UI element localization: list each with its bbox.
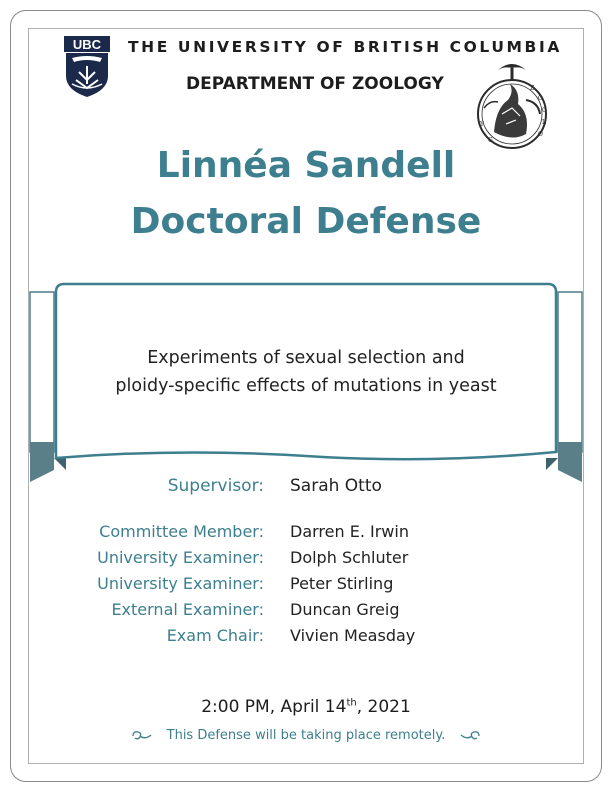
supervisor-name: Sarah Otto bbox=[290, 476, 382, 496]
university-examiner-name-2: Peter Stirling bbox=[290, 574, 394, 593]
external-examiner-role: External Examiner: bbox=[111, 600, 264, 619]
committee-member-name: Darren E. Irwin bbox=[290, 522, 409, 541]
event-datetime bbox=[0, 697, 612, 717]
exam-chair-role: Exam Chair: bbox=[166, 626, 264, 645]
candidate-name: Linnéa Sandell bbox=[156, 145, 456, 186]
event-date: April 14 bbox=[280, 697, 347, 717]
university-name: THE UNIVERSITY OF BRITISH COLUMBIA bbox=[128, 38, 562, 56]
university-examiner-role-2: University Examiner: bbox=[97, 574, 264, 593]
svg-text:O: O bbox=[542, 107, 547, 114]
event-title: Doctoral Defense bbox=[130, 201, 482, 242]
university-examiner-role-1: University Examiner: bbox=[97, 548, 264, 567]
event-year: , 2021 bbox=[356, 697, 411, 717]
svg-text:O: O bbox=[538, 95, 543, 102]
supervisor-role: Supervisor: bbox=[167, 476, 264, 496]
event-date-suffix: th bbox=[346, 697, 357, 709]
svg-text:G: G bbox=[488, 137, 493, 144]
committee-member-role: Committee Member: bbox=[99, 522, 264, 541]
svg-text:L: L bbox=[542, 119, 546, 126]
thesis-line-1: Experiments of sexual selection and bbox=[147, 348, 465, 368]
external-examiner-name: Duncan Greig bbox=[290, 600, 400, 619]
flourish-left-icon bbox=[131, 730, 153, 742]
event-time: 2:00 PM, bbox=[201, 697, 276, 717]
thesis-line-2: ploidy-specific effects of mutations in yeast bbox=[115, 376, 497, 396]
svg-text:O: O bbox=[538, 131, 543, 138]
exam-chair-name: Vivien Measday bbox=[290, 626, 416, 645]
svg-text:UBC: UBC bbox=[72, 37, 102, 52]
zoology-seal bbox=[468, 56, 556, 156]
university-examiner-name-1: Dolph Schluter bbox=[290, 548, 409, 567]
ubc-logo bbox=[64, 36, 110, 98]
department-name: DEPARTMENT OF ZOOLOGY bbox=[186, 74, 444, 94]
svg-text:Z: Z bbox=[530, 85, 535, 92]
remote-note-line bbox=[0, 728, 612, 743]
remote-note: This Defense will be taking place remotely. bbox=[166, 728, 446, 743]
svg-text:Y: Y bbox=[480, 121, 484, 128]
flourish-right-icon bbox=[459, 730, 481, 742]
thesis-title bbox=[80, 344, 532, 400]
